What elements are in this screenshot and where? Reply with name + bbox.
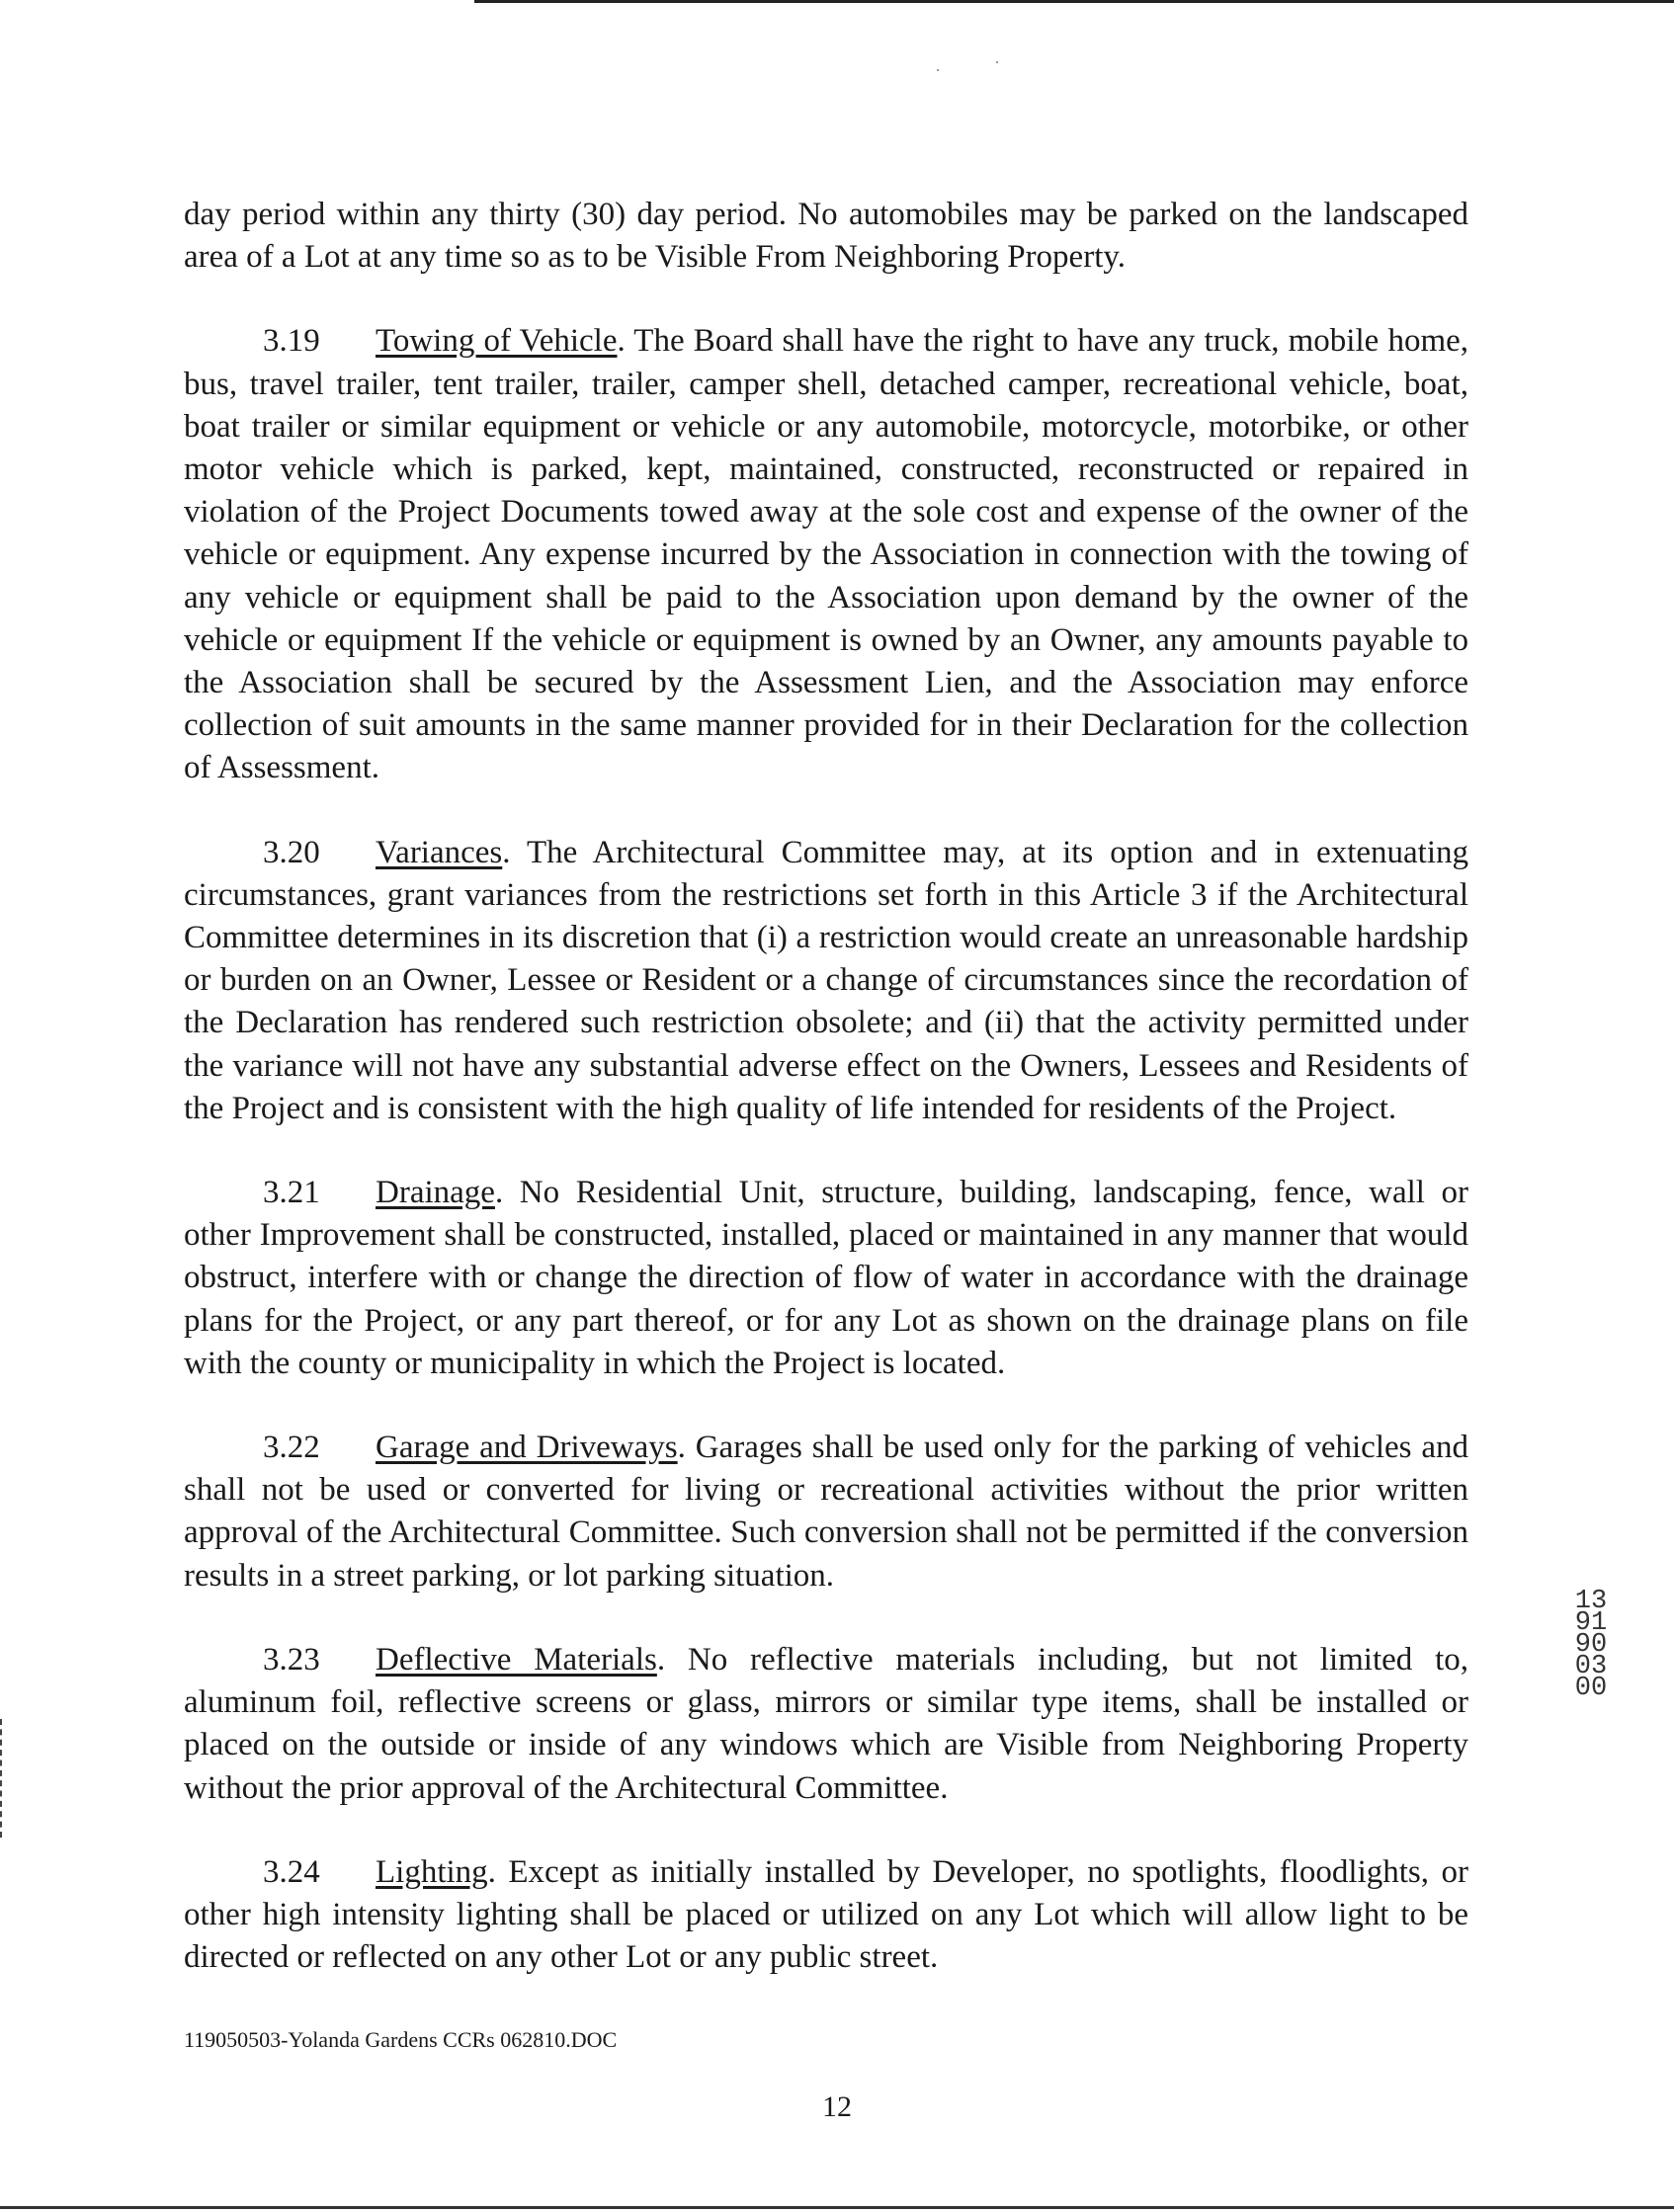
document-body bbox=[184, 194, 1468, 2020]
section-number: 3.19 bbox=[263, 323, 320, 360]
section-heading: Towing of Vehicle bbox=[376, 323, 618, 360]
section-3-19 bbox=[184, 320, 1468, 789]
section-3-23 bbox=[184, 1639, 1468, 1810]
scan-speck bbox=[996, 61, 998, 63]
footer-filename: 119050503-Yolanda Gardens CCRs 062810.DOC bbox=[184, 2027, 618, 2052]
section-heading: Deflective Materials bbox=[376, 1641, 657, 1678]
section-number: 3.20 bbox=[263, 834, 320, 870]
section-heading: Variances bbox=[376, 834, 503, 870]
section-number: 3.21 bbox=[263, 1175, 320, 1211]
section-3-21 bbox=[184, 1172, 1468, 1385]
section-heading: Lighting bbox=[376, 1853, 488, 1890]
section-3-22 bbox=[184, 1427, 1468, 1598]
recording-number-stamp: 1391900300 bbox=[1574, 1587, 1608, 1703]
section-number: 3.22 bbox=[263, 1430, 320, 1466]
scan-bottom-edge bbox=[0, 2206, 1674, 2209]
section-3-20 bbox=[184, 832, 1468, 1130]
section-heading: Garage and Driveways bbox=[376, 1430, 678, 1466]
section-text: . The Board shall have the right to have any truck, mobile home, bus, travel trailer, tent trailer, trailer, camper shell, detached camper, recreational vehicle, boat, boat trailer or similar equipment or vehicle or any automobile, motorcycle, motorbike, or other motor vehicle which is parked, kept, maintained, constructed, reconstructed or repaired in violation of the Project Documents towed away at the sole cost and expense of the owner of the vehicle or equipment. Any expense incurred by the Association in connection with the towing of any vehicle or equipment shall be paid to the Association upon demand by the owner of the vehicle or equipment If the vehicle or equipment is owned by an Owner, any amounts payable to the Association shall be secured by the Assessment Lien, and the Association may enforce collection of suit amounts in the same manner provided for in their Declaration for the collection of Assessment. bbox=[184, 323, 1469, 786]
scan-top-edge bbox=[474, 0, 1674, 3]
section-number: 3.23 bbox=[263, 1641, 320, 1678]
paragraph-text: day period within any thirty (30) day period. No automobiles may be parked on the landscaped area of a Lot at any time so as to be Visible From Neighboring Property. bbox=[184, 197, 1468, 276]
page-number: 12 bbox=[822, 2090, 852, 2123]
section-3-24 bbox=[184, 1851, 1468, 1980]
scan-speck bbox=[937, 69, 939, 71]
section-text: . Garages shall be used only for the parking of vehicles and shall not be used or converted for living or recreational activities without the prior written approval of the Architectural Committee. Such conversion shall not be permitted if the conversion results in a street parking, or lot parking situation. bbox=[184, 1430, 1468, 1594]
section-text: . No reflective materials including, but not limited to, aluminum foil, reflective screens or glass, mirrors or similar type items, shall be installed or placed on the outside or inside of any windows which are Visible from Neighboring Property without the prior approval of the Architectural Committee. bbox=[184, 1641, 1468, 1806]
section-heading: Drainage bbox=[376, 1175, 495, 1211]
paragraph-continuation bbox=[184, 194, 1468, 279]
section-text: . The Architectural Committee may, at its option and in extenuating circumstances, grant variances from the restrictions set forth in this Article 3 if the Architectural Committee determines in its discretion that (i) a restriction would create an unreasonable hardship or burden on an Owner, Lessee or Resident or a change of circumstances since the recordation of the Declaration has rendered such restriction obsolete; and (ii) that the activity permitted under the variance will not have any substantial adverse effect on the Owners, Lessees and Residents of the Project and is consistent with the high quality of life intended for residents of the Project. bbox=[184, 834, 1468, 1126]
section-text: . No Residential Unit, structure, building, landscaping, fence, wall or other Improvement shall be constructed, installed, placed or maintained in any manner that would obstruct, interfere with or change the direction of flow of water in accordance with the drainage plans for the Project, or any part thereof, or for any Lot as shown on the drainage plans on file with the county or municipality in which the Project is located. bbox=[184, 1175, 1468, 1381]
section-number: 3.24 bbox=[263, 1853, 320, 1890]
scan-left-edge-mark bbox=[0, 1719, 5, 1838]
section-text: . Except as initially installed by Developer, no spotlights, floodlights, or other high intensity lighting shall be placed or utilized on any Lot which will allow light to be directed or reflected on any other Lot or any public street. bbox=[184, 1853, 1468, 1976]
